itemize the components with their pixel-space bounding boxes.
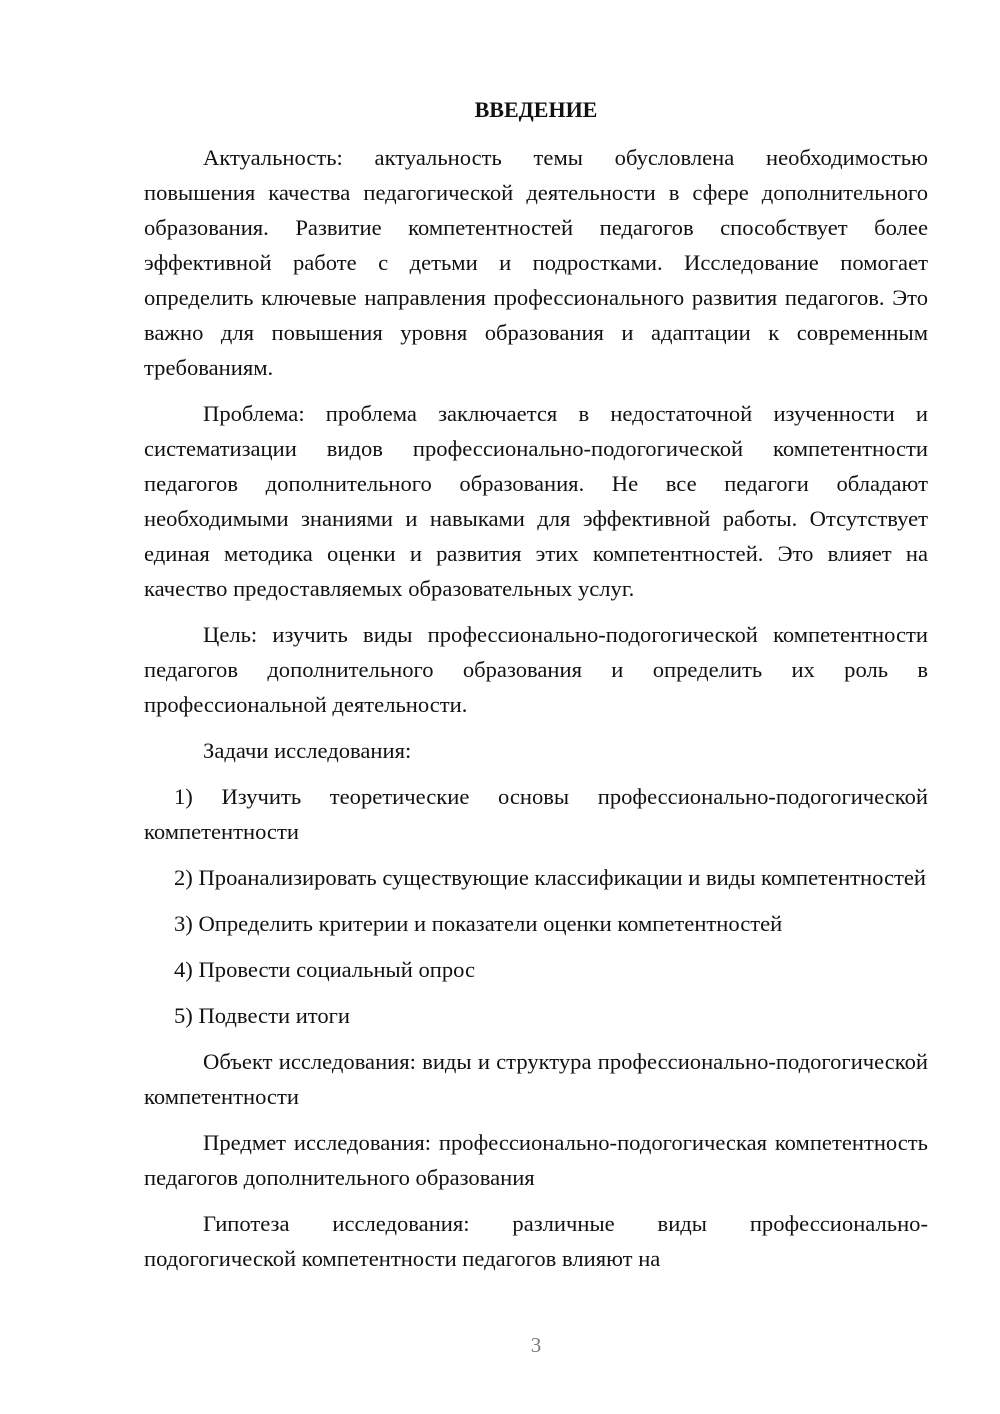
paragraph-relevance: Актуальность: актуальность темы обусловлена необходимостью повышения качества педагогической деятельности в сфере дополнительного образования. Развитие компетентностей педагогов способствует более эффективной работе с детьми и подростками. Исследование помогает определить ключевые направления профессионального развития педагогов. Это важно для повышения уровня образования и адаптации к современным требованиям. <box>144 145 928 380</box>
page-number: 3 <box>530 1333 542 1357</box>
paragraph-problem: Проблема: проблема заключается в недостаточной изученности и систематизации видов профессионально-подогогической компетентности педагогов дополнительного образования. Не все педагоги обладают необходимыми знаниями и навыками для эффективной работы. Отсутствует единая методика оценки и развития этих компетентностей. Это влияет на качество предоставляемых образовательных услуг. <box>144 401 928 601</box>
paragraph-goal: Цель: изучить виды профессионально-подогогической компетентности педагогов дополнительного образования и определить их роль в профессиональной деятельности. <box>144 622 928 717</box>
task-item-1: 1) Изучить теоретические основы профессионально-подогогической компетентности <box>144 784 928 844</box>
paragraph-hypothesis: Гипотеза исследования: различные виды профессионально-подогогической компетентности педагогов влияют на <box>144 1211 928 1271</box>
task-item-4: 4) Провести социальный опрос <box>174 957 476 982</box>
document-page <box>144 92 928 1287</box>
section-heading: ВВЕДЕНИЕ <box>474 97 598 122</box>
paragraph-subject: Предмет исследования: профессионально-подогогическая компетентность педагогов дополнительного образования <box>144 1130 928 1190</box>
paragraph-tasks-title: Задачи исследования: <box>203 738 412 763</box>
task-item-2: 2) Проанализировать существующие классификации и виды компетентностей <box>174 865 927 890</box>
paragraph-object: Объект исследования: виды и структура профессионально-подогогической компетентности <box>144 1049 928 1109</box>
task-item-5: 5) Подвести итоги <box>174 1003 351 1028</box>
task-item-3: 3) Определить критерии и показатели оценки компетентностей <box>174 911 783 936</box>
